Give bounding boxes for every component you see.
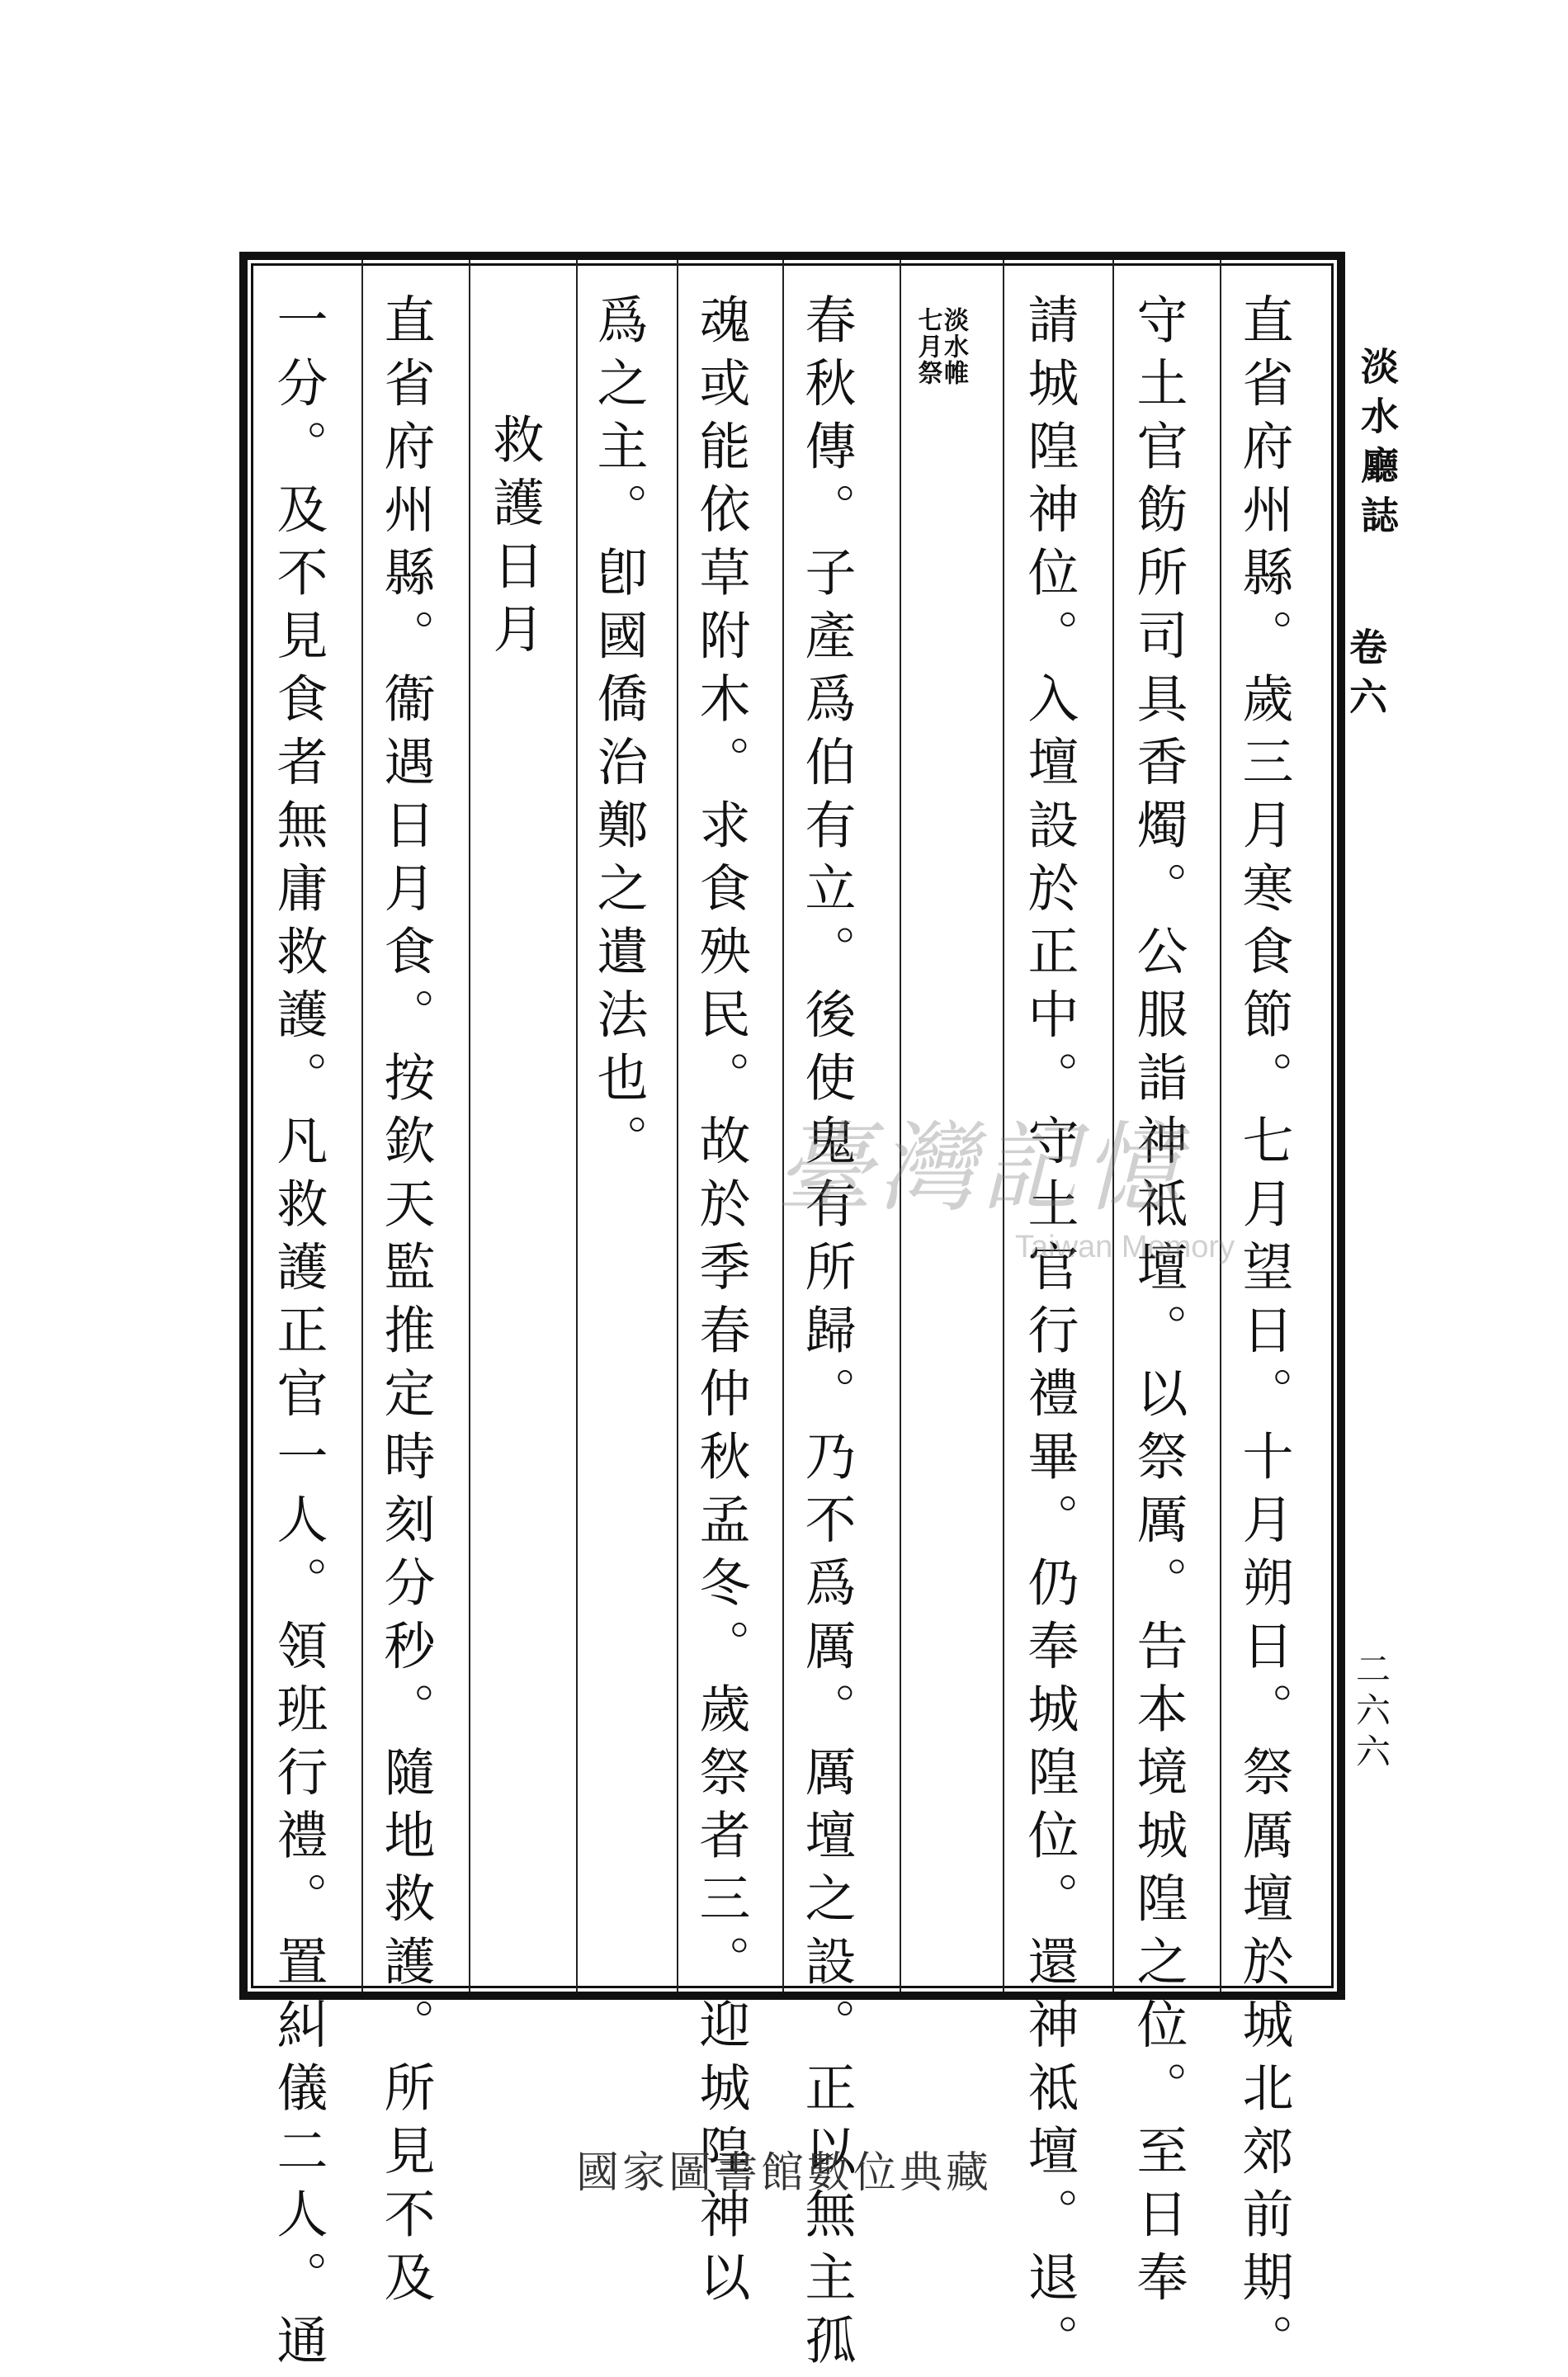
sidenote-line-1: 淡水帷 [939, 307, 968, 386]
watermark-chinese: 臺灣記憶 [776, 1111, 1186, 1225]
section-heading: 救護日月 [484, 413, 545, 665]
column-rule [576, 260, 578, 1992]
sidenote-annotation [914, 307, 966, 439]
text-column-8: 直省府州縣。衞遇日月食。按欽天監推定時刻分秒。隨地救護。所見不及 [375, 293, 436, 2313]
sidenote-line-2: 七月祭 [913, 307, 942, 386]
volume-label: 卷六 [1344, 627, 1388, 726]
text-column-1: 直省府州縣。歲三月寒食節。七月望日。十月朔日。祭厲壇於城北郊前期。 [1234, 293, 1294, 2377]
watermark [776, 1089, 1254, 1264]
text-column-9: 一分。及不見食者無庸救護。凡救護正官一人。領班行禮。置糾儀二人。通 [268, 293, 328, 2377]
watermark-english: Taiwan Memory [1015, 1230, 1235, 1264]
text-column-3: 請城隍神位。入壇設於正中。守土官行禮畢。仍奉城隍位。還神祗壇。退。 [1019, 293, 1079, 2377]
column-rule [469, 260, 470, 1992]
column-rule [361, 260, 363, 1992]
text-column-2: 守土官飭所司具香燭。公服詣神祗壇。以祭厲。告本境城隍之位。至日奉 [1128, 293, 1188, 2313]
footer-credit: 國家圖書館數位典藏 [575, 2148, 992, 2198]
text-column-6: 爲之主。卽國僑治鄭之遺法也。 [588, 293, 649, 1177]
page-number: 二六六 [1351, 1651, 1391, 1774]
book-title: 淡水廳誌 [1355, 347, 1400, 545]
text-column-5: 魂或能依草附木。求食殃民。故於季春仲秋孟冬。歲祭者三。迎城隍神以 [691, 293, 751, 2313]
column-rule [677, 260, 678, 1992]
text-column-4: 春秋傳。子產爲伯有立。後使鬼有所歸。乃不爲厲。厲壇之設。正以無主孤 [796, 293, 857, 2377]
